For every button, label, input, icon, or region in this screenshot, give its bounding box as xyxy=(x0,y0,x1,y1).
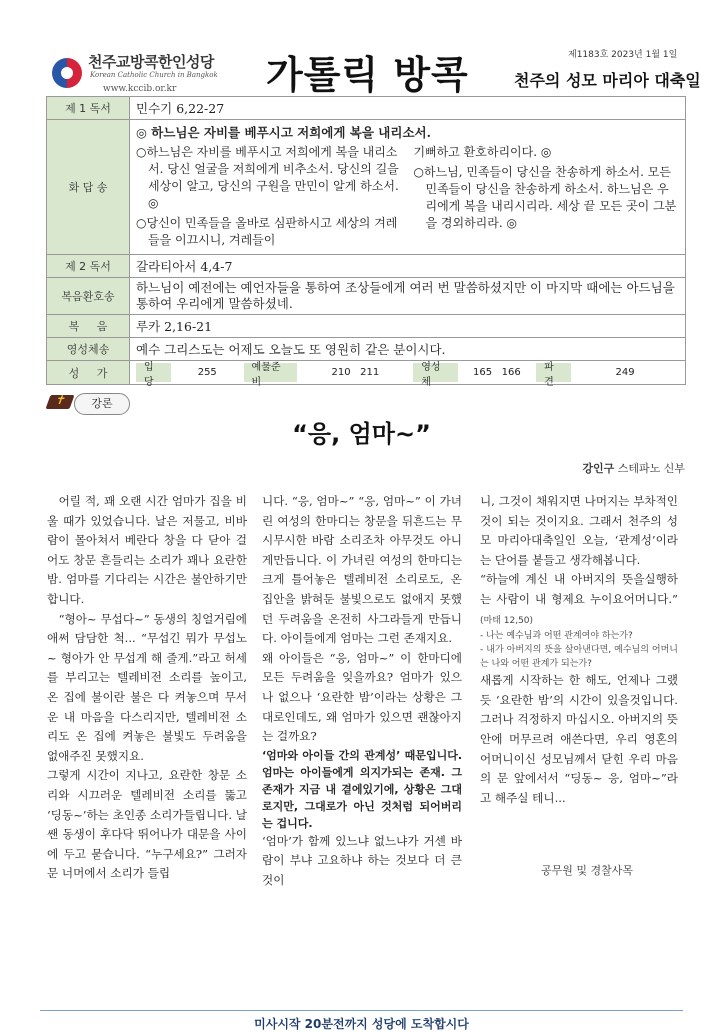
hymn-entrance-label: 입당 xyxy=(136,363,171,382)
hymn-communion-label: 영성체 xyxy=(413,363,457,382)
homily-column-3 xyxy=(480,492,678,808)
quote-text: “하늘에 계신 내 아버지의 뜻을실행하는 사람이 내 형제요 누이요어머니다.” xyxy=(480,572,678,606)
communion-antiphon: 예수 그리스도는 어제도 오늘도 또 영원히 같은 분이시다. xyxy=(130,338,686,361)
psalm-col-2 xyxy=(414,144,680,252)
reflection-question: - 내가 아버지의 뜻을 살아낸다면, 예수님의 어머니는 나와 어떤 관계가 되는가? xyxy=(480,645,678,670)
first-reading-label: 제 1 독서 xyxy=(47,97,130,120)
homily-paragraph: 어릴 적, 꽤 오랜 시간 엄마가 집을 비울 때가 있었습니다. 날은 저물고, 비바람이 몰아쳐서 베란다 창을 다 닫아 걸어도 창문 흔들리는 소리가 꽤나 요란한 밤. 엄마를 기다리는 시간은 불안하기만 합니다. xyxy=(47,494,247,606)
church-website[interactable]: www.kccib.or.kr xyxy=(103,84,177,94)
quote-reference: (마태 12,50) xyxy=(480,615,534,626)
hymn-entrance: 255 xyxy=(197,367,217,378)
homily-column-1 xyxy=(47,492,247,884)
homily-paragraph-bold: ‘엄마와 아이들 간의 관계성’ 때문입니다. 엄마는 아이들에게 의지가되는 존재. 그 존재가 지금 내 곁에있기에, 상황은 그대로지만, 그대로가 아닌 것처럼 되어버리는 겁니다. xyxy=(262,748,462,830)
second-reading-row xyxy=(47,255,686,278)
homily-paragraph: 왜 아이들은 “응, 엄마~” 이 한마디에 모든 두려움을 잊을까요? 엄마가 있으나 없으나 ‘요란한 밤’이라는 상황은 그대로인데도, 왜 엄마가 있으면 괜찮아지는 걸까요? xyxy=(262,650,462,744)
church-name-en: Korean Catholic Church in Bangkok xyxy=(90,71,218,79)
hymns-cell xyxy=(130,361,686,388)
issue-date: 제1183호 2023년 1월 1일 xyxy=(568,50,678,60)
psalm-col-1 xyxy=(136,144,402,252)
acclamation: 하느님이 예전에는 예언자들을 통하여 조상들에게 여러 번 말씀하셨지만 이 마지막 때에는 아드님을 통하여 우리에게 말씀하셨네. xyxy=(130,278,686,315)
feast-name: 천주의 성모 마리아 대축일 xyxy=(514,71,701,90)
acclamation-label: 복음환호송 xyxy=(47,278,130,315)
second-reading-label: 제 2 독서 xyxy=(47,255,130,278)
homily-column-2 xyxy=(262,492,462,891)
homily-paragraph: 니, 그것이 채워지면 나머지는 부차적인 것이 되는 것이지요. 그래서 천주의 성모 마리아대축일인 오늘, ‘관계성’이라는 단어를 붙들고 생각해봅니다. xyxy=(480,494,678,567)
first-reading: 민수기 6,22-27 xyxy=(130,97,686,120)
hymn-communion: 165 166 xyxy=(473,367,521,378)
psalm-cell xyxy=(130,120,686,255)
gospel-label: 복 음 xyxy=(47,315,130,338)
homily-signoff: 공무원 및 경찰사목 xyxy=(541,864,634,877)
homily-author xyxy=(582,460,685,476)
gospel-row xyxy=(47,315,686,338)
second-reading: 갈라티아서 4,4-7 xyxy=(130,255,686,278)
footer-notice: 미사시작 20분전까지 성당에 도착합시다 xyxy=(254,1017,469,1031)
liturgy-table xyxy=(46,96,686,388)
homily-paragraph: “형아~ 무섭다~” 동생의 칭얼거림에 애써 담담한 척... “무섭긴 뭐가 무섭노~ 형아가 안 무섭게 해 줄게.”라고 허세를 부리고는 텔레비전 소리를 높이고, 온 집에 불이란 불은 다 켜놓으며 무서운 내 마음을 다스리지만, 텔레비전 소리도 온 집에 켜놓은 불빛도 두려움을 없애주진 못했지요. xyxy=(47,611,247,763)
reflection-question: - 나는 예수님과 어떤 관계여야 하는가? xyxy=(480,631,633,642)
gospel: 루카 2,16-21 xyxy=(130,315,686,338)
hymn-dismissal-label: 파견 xyxy=(536,363,571,382)
psalm-verse: 기뻐하고 환호하리이다. ◎ xyxy=(413,145,552,159)
psalm-row xyxy=(47,120,686,255)
communion-antiphon-label: 영성체송 xyxy=(47,338,130,361)
hymn-dismissal: 249 xyxy=(615,367,635,378)
author-title: 스테파노 신부 xyxy=(614,462,685,475)
homily-paragraph: 니다. “응, 엄마~” “응, 엄마~” 이 가녀린 여성의 한마디는 창문을 뒤흔드는 무시무시한 바람 소리조차 아무것도 아니게만듭니다. 이 가녀린 여성의 한마디는 크게 틀어놓은 텔레비전 소리로도, 온 집안을 밝혀둔 불빛으로도 없애지 못했던 두려움을 온전히 사그라들게 만듭니다. 아이들에게 엄마는 그런 존재지요. xyxy=(262,494,462,646)
psalm-verse: ○하느님은 자비를 베푸시고 저희에게 복을 내리소서. 당신 얼굴을 저희에게 비추소서. 당신의 길을 세상이 알고, 당신의 구원을 만민이 알게 하소서. ◎ xyxy=(136,145,399,210)
psalm-verse: ○하느님, 민족들이 당신을 찬송하게 하소서. 모든 민족들이 당신을 찬송하게 하소서. 하느님은 우리에게 복을 내리시리라. 세상 끝 모든 곳이 그분을 경외하리라. ◎ xyxy=(413,165,677,230)
hymns-label: 성 가 xyxy=(47,361,130,385)
homily-paragraph: 그렇게 시간이 지나고, 요란한 창문 소리와 시끄러운 텔레비전 소리를 뚫고 ‘딩동~’하는 초인종 소리가들립니다. 날쌘 동생이 후다닥 뛰어나가 대문을 사이에 두고 묻습니다. “누구세요?” 그러자 문 너머에서 소리가 들립 xyxy=(47,768,247,881)
first-reading-row xyxy=(47,97,686,120)
hymns-row xyxy=(47,361,686,385)
church-logo-icon xyxy=(52,58,82,88)
homily-paragraph: 새롭게 시작하는 한 해도, 언제나 그랬듯 ‘요란한 밤’의 시간이 있을것입니다. 그러나 걱정하지 마십시오. 아버지의 뜻 안에 머무르려 애쓴다면, 우리 영혼의 어머니이신 성모님께서 닫힌 우리 마음의 문 앞에서서 “딩동~ 응, 엄마~”라고 해주실 테니... xyxy=(480,673,678,805)
communion-row xyxy=(47,338,686,361)
church-name: 천주교방콕한인성당 xyxy=(88,53,214,71)
hymn-offertory: 210 211 xyxy=(331,367,380,378)
homily-badge: 강론 xyxy=(74,393,130,415)
footer-divider xyxy=(40,1010,683,1011)
hymn-offertory-label: 예물준비 xyxy=(244,363,298,382)
psalm-refrain: ◎ 하느님은 자비를 베푸시고 저희에게 복을 내리소서. xyxy=(136,125,431,140)
homily-paragraph: ‘엄마’가 함께 있느냐 없느냐가 거센 바람이 부냐 고요하냐 하는 것보다 더 큰 것이 xyxy=(262,833,462,887)
author-name: 강인구 xyxy=(582,462,615,475)
acclamation-row xyxy=(47,278,686,315)
bible-icon xyxy=(45,395,74,409)
homily-title: “응, 엄마~” xyxy=(292,420,431,448)
newsletter-title: 가톨릭 방콕 xyxy=(266,53,469,97)
psalm-label: 화 답 송 xyxy=(47,120,130,255)
homily-quote xyxy=(480,570,678,629)
psalm-verse: ○당신이 민족들을 올바로 심판하시고 세상의 겨레들을 이끄시니, 겨레들이 xyxy=(136,216,398,247)
